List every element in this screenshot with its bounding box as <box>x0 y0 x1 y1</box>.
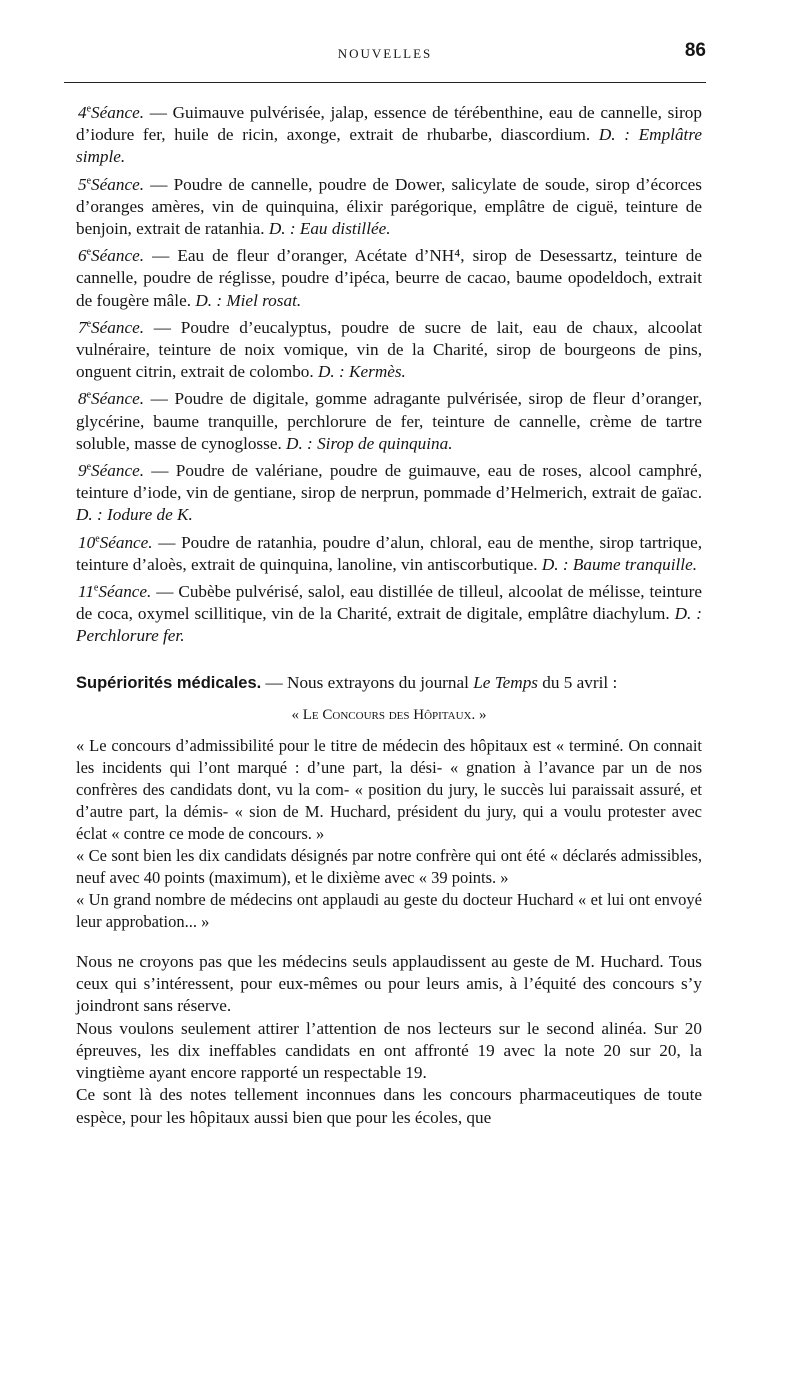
article-title: Supériorités médicales. <box>76 673 262 692</box>
seance-ingredients: — Poudre de ratanhia, poudre d’alun, chloral, eau de menthe, sirop tartrique, teinture d’aloès, extrait de quinquina, lanoline, vin antiscorbutique. <box>76 532 702 574</box>
seance-number: 8 <box>78 389 87 409</box>
seance-ordinal-suffix: e <box>86 246 92 258</box>
quote-title: « Le Concours des Hôpitaux. » <box>291 706 487 723</box>
seance-paragraph <box>76 317 702 384</box>
seance-ingredients: — Poudre de digitale, gomme adragante pulvérisée, sirop de fleur d’oranger, glycérine, baume tranquille, perchlorure de fer, teinture de cannelle, crème de tartre soluble, masse de cynoglosse. <box>76 389 702 453</box>
seance-label: Séance. <box>91 174 145 194</box>
seance-paragraph <box>76 102 702 169</box>
seance-ingredients: — Guimauve pulvérisée, jalap, essence de térébenthine, eau de cannelle, sirop d’iodure fer, huile de ricin, axonge, extrait de rhubarbe, diascordium. <box>76 103 702 145</box>
seance-ordinal-suffix: e <box>86 461 92 473</box>
seance-number: 11 <box>78 582 94 602</box>
seance-number: 6 <box>78 246 87 266</box>
seance-ordinal-suffix: e <box>95 532 100 544</box>
seance-label: Séance. <box>91 317 145 337</box>
seance-d-label: D. : <box>674 604 703 624</box>
seance-ingredients: — Poudre de valériane, poudre de guimauve, eau de roses, alcool camphré, teinture d’iode, vin de gentiane, sirop de nerprun, pommade d’Helmerich, extrait de gaïac. <box>76 461 702 503</box>
seance-d-label: D. : <box>195 290 227 310</box>
seance-number: 4 <box>78 103 87 122</box>
seance-drug: Baume tranquille. <box>572 554 697 574</box>
seance-drug: Perchlorure fer. <box>76 626 185 646</box>
seance-d-label: D. : <box>286 433 318 453</box>
running-head: NOUVELLES <box>337 46 433 61</box>
seance-ordinal-suffix: e <box>86 174 92 186</box>
seance-label: Séance. <box>91 103 145 122</box>
closing-block <box>76 951 702 1129</box>
seance-ordinal-suffix: e <box>93 582 99 594</box>
seance-ingredients: — Poudre d’eucalyptus, poudre de sucre de lait, eau de chaux, alcoolat vulnéraire, teinture de noix vomique, vin de la Charité, sirop de bourgeons de pins, onguent citrin, extrait de colombo. <box>76 317 702 382</box>
seance-d-label: D. : <box>318 362 350 382</box>
seance-ingredients: — Cubèbe pulvérisé, salol, eau distillée de tilleul, alcoolat de mélisse, teinture de coca, oxymel scillitique, vin de la Charité, extrait de digitale, emplâtre diachylum. <box>76 582 702 624</box>
seance-d-label: D. : <box>76 505 108 525</box>
seance-ingredients: — Poudre de cannelle, poudre de Dower, salicylate de soude, sirop d’écorces d’oranges amères, vin de quinquina, élixir parégorique, emplâtre de ciguë, teinture de benjoin, extrait de ratanhia. <box>76 174 702 239</box>
seance-label: Séance. <box>99 532 153 552</box>
closing-paragraph-2: Nous voulons seulement attirer l’attention de nos lecteurs sur le second alinéa. Sur 20 épreuves, les dix ineffables candidats en ont affronté 19 avec la note 20 sur 20, la vingtième ayant encore rapporté un respectable 19. <box>76 1018 702 1083</box>
intro-after: du 5 avril : <box>538 672 618 692</box>
page-header <box>64 40 706 76</box>
seance-drug: Eau distillée. <box>299 219 391 239</box>
seance-drug: Iodure de K. <box>107 505 193 525</box>
quote-block <box>76 735 702 933</box>
seance-ordinal-suffix: e <box>86 103 92 115</box>
seance-d-label: D. : <box>598 125 639 145</box>
seance-drug: Kermès. <box>349 362 406 382</box>
seance-d-label: D. : <box>268 219 300 239</box>
seance-drug: Miel rosat. <box>226 290 302 310</box>
seance-label: Séance. <box>98 582 152 602</box>
seance-list <box>76 102 702 648</box>
quote-paragraph-1: « Le concours d’admissibilité pour le titre de médecin des hôpitaux est « terminé. On connait les incidents qui l’ont marqué : d’une part, la dési- « gnation à l’avance par un de nos confrères des candidats dont, vu la com- « position du jury, le succès lui paraissait assuré, et d’autre part, la démis- « sion de M. Huchard, président du jury, qui a voulu protester avec éclat « contre ce mode de concours. » <box>76 736 702 844</box>
seance-label: Séance. <box>91 461 145 481</box>
seance-label: Séance. <box>91 246 145 266</box>
journal-name: Le Temps <box>473 672 538 692</box>
quote-paragraph-2: « Ce sont bien les dix candidats désignés par notre confrère qui ont été « déclarés admissibles, neuf avec 40 points (maximum), et le dixième avec « 39 points. » <box>76 846 702 888</box>
header-rule <box>64 82 706 83</box>
seance-drug: Emplâtre simple. <box>76 125 702 167</box>
page-body <box>76 102 702 1129</box>
quote-paragraph-3: « Un grand nombre de médecins ont applaudi au geste du docteur Huchard « et lui ont envoyé leur approbation... » <box>76 890 702 932</box>
article-intro <box>76 672 702 694</box>
intro-before: — Nous extrayons du journal <box>261 672 474 692</box>
seance-ordinal-suffix: e <box>86 318 92 330</box>
seance-number: 10 <box>78 532 96 552</box>
closing-paragraph-1: Nous ne croyons pas que les médecins seuls applaudissent au geste de M. Huchard. Tous ceux qui s’intéressent, pour eux-mêmes ou pour leurs amis, à l’équité des concours s’y joindront sans réserve. <box>76 952 702 1016</box>
seance-paragraph <box>76 581 702 648</box>
seance-number: 5 <box>78 174 87 194</box>
seance-ordinal-suffix: e <box>86 389 92 401</box>
seance-paragraph <box>76 174 702 241</box>
seance-d-label: D. : <box>541 554 573 574</box>
page-number: 86 <box>684 40 706 61</box>
seance-paragraph <box>76 460 702 527</box>
seance-paragraph <box>76 532 702 576</box>
seance-paragraph <box>76 388 702 455</box>
seance-paragraph <box>76 245 702 312</box>
seance-ingredients: — Eau de fleur d’oranger, Acétate d’NH⁴, sirop de Desessartz, teinture de cannelle, poudre de réglisse, poudre d’ipéca, beurre de cacao, baume opodeldoch, extrait de fougère mâle. <box>76 246 702 310</box>
seance-label: Séance. <box>91 389 145 409</box>
seance-number: 7 <box>78 317 87 337</box>
closing-paragraph-3: Ce sont là des notes tellement inconnues dans les concours pharmaceutiques de toute espèce, pour les hôpitaux aussi bien que pour les écoles, que <box>76 1085 702 1127</box>
seance-number: 9 <box>78 461 87 481</box>
seance-drug: Sirop de quinquina. <box>317 433 453 453</box>
